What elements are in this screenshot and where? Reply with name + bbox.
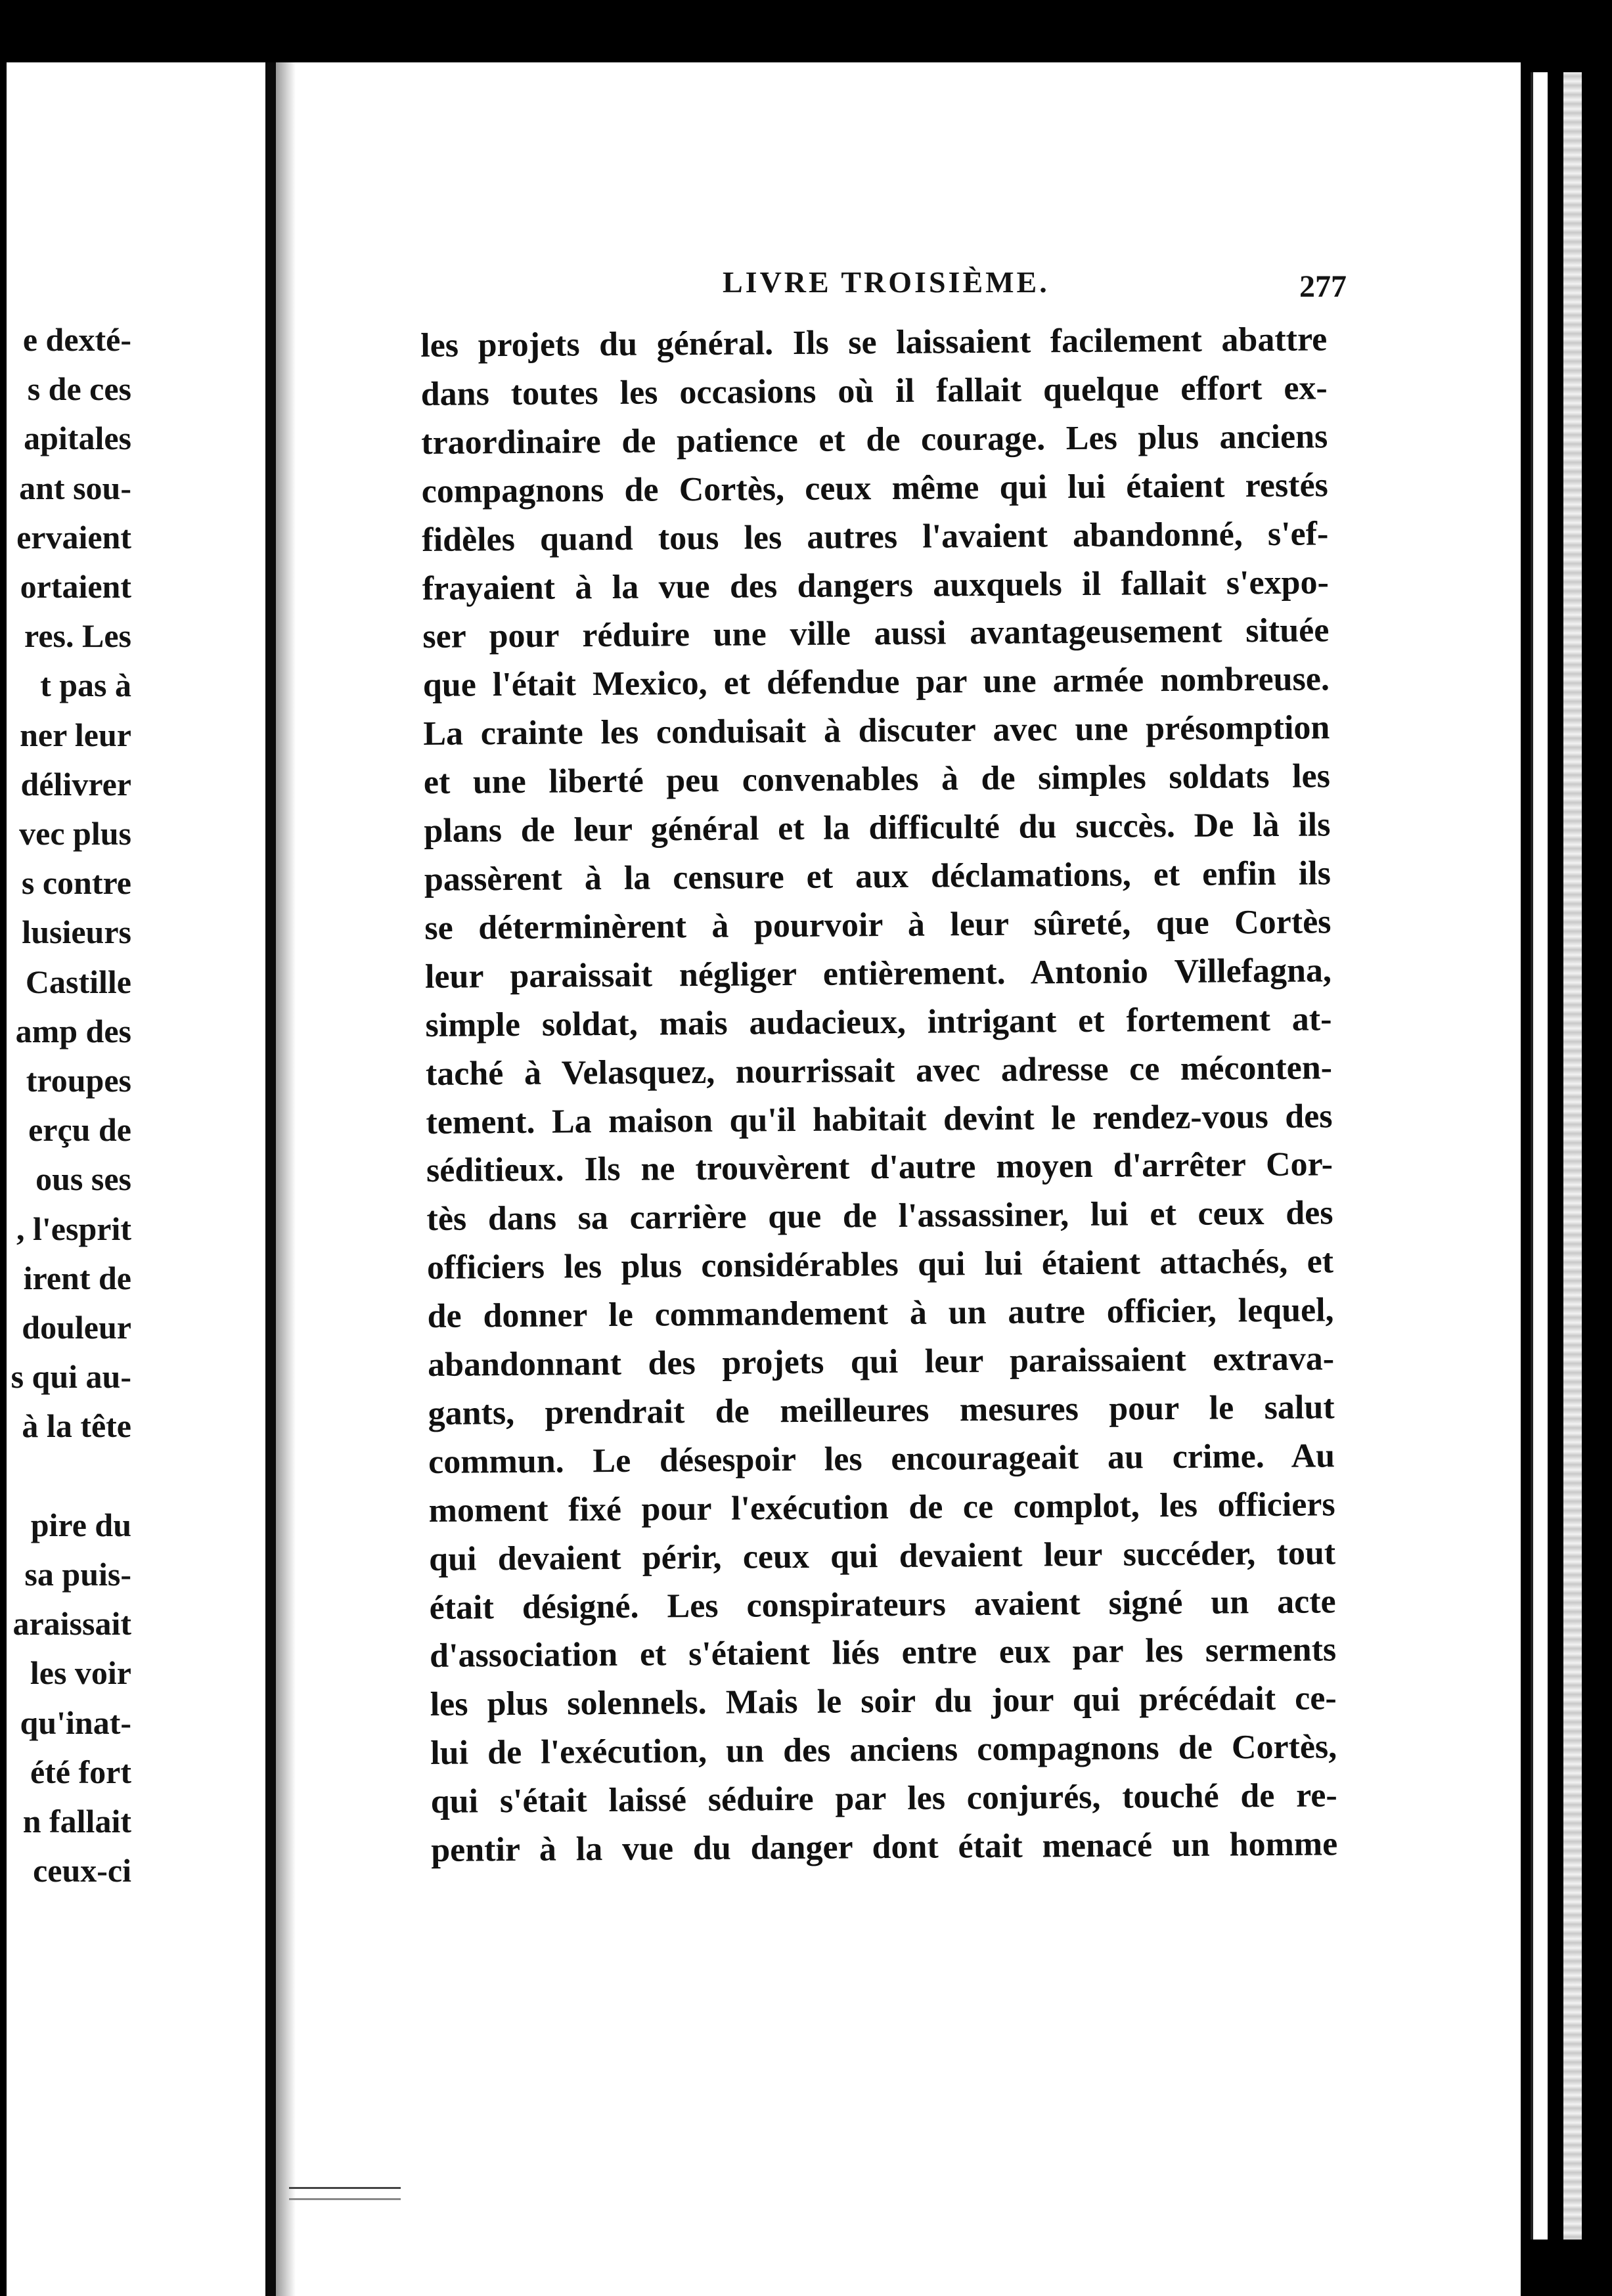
body-line: était désigné. Les conspirateurs avaient signé un acte xyxy=(429,1582,1336,1627)
body-line: officiers les plus considérables qui lui étaient attachés, et xyxy=(426,1243,1334,1287)
body-line: frayaient à la vue des dangers auxquels il fallait s'expo- xyxy=(422,563,1329,607)
gutter-shadow xyxy=(276,62,296,2296)
body-line: lui de l'exécution, un des anciens compagnons de Cortès, xyxy=(430,1728,1337,1773)
body-line: simple soldat, mais audacieux, intrigant et fortement at- xyxy=(425,1000,1332,1044)
page-fore-edge xyxy=(1531,72,1548,2240)
body-line: dans toutes les occasions où il fallait quelque effort ex- xyxy=(420,369,1328,413)
left-page-line: ous ses xyxy=(35,1160,131,1198)
body-line: La crainte les conduisait à discuter avec une présomption xyxy=(423,709,1330,753)
left-page-line: irent de xyxy=(23,1259,131,1296)
left-page-line: erçu de xyxy=(28,1111,131,1149)
left-page-line: res. Les xyxy=(24,617,131,655)
left-page-line: ervaient xyxy=(16,518,131,556)
body-line: abandonnant des projets qui leur paraissaient extrava- xyxy=(427,1340,1335,1384)
left-page-line: s contre xyxy=(21,864,131,902)
left-page-line: délivrer xyxy=(20,765,131,803)
left-page-line: troupes xyxy=(26,1062,131,1099)
left-page-line: s de ces xyxy=(27,370,131,408)
left-page-line: douleur xyxy=(22,1309,131,1346)
body-line: traordinaire de patience et de courage. Les plus anciens xyxy=(421,418,1328,462)
left-page-line: e dexté- xyxy=(22,321,131,358)
left-page-line: ner leur xyxy=(20,716,131,753)
left-page-line: t pas à xyxy=(40,667,131,704)
left-page-line: , l'esprit xyxy=(16,1210,131,1247)
left-page-line xyxy=(0,1451,131,1501)
left-page-line: araissait xyxy=(12,1605,131,1643)
left-page-line: vec plus xyxy=(19,815,131,852)
scan-top-border xyxy=(0,0,1612,62)
body-line: les plus solennels. Mais le soir du jour qui précédait ce- xyxy=(430,1679,1337,1724)
left-page-line: apitales xyxy=(24,420,131,457)
left-page-line: amp des xyxy=(15,1012,131,1049)
left-page-line: n fallait xyxy=(22,1803,131,1840)
body-line: se déterminèrent à pourvoir à leur sûreté, que Cortès xyxy=(424,903,1332,947)
left-page-line: les voir xyxy=(30,1654,131,1692)
left-page-line: lusieurs xyxy=(22,914,131,951)
book-gutter xyxy=(265,62,276,2296)
running-head xyxy=(434,265,1347,311)
stacked-page-edges xyxy=(1563,72,1582,2240)
left-page-line: s qui au- xyxy=(11,1358,131,1396)
body-line: d'association et s'étaient liés entre eux par les serments xyxy=(429,1631,1337,1675)
body-line: taché à Velasquez, nourrissait avec adresse ce méconten- xyxy=(425,1048,1333,1093)
body-line: fidèles quand tous les autres l'avaient abandonné, s'ef- xyxy=(422,514,1329,559)
running-head-title: LIVRE TROISIÈME. xyxy=(723,265,1050,299)
body-line: les projets du général. Ils se laissaient facilement abattre xyxy=(420,320,1328,364)
left-page-line: ortaient xyxy=(20,568,131,606)
body-line: gants, prendrait de meilleures mesures pour le salut xyxy=(428,1388,1335,1432)
body-line: que l'était Mexico, et défendue par une armée nombreuse. xyxy=(422,660,1330,705)
left-page-line: été fort xyxy=(30,1753,131,1790)
left-page-line: ant sou- xyxy=(19,469,131,506)
left-page-fragment xyxy=(0,315,131,1896)
body-line: tement. La maison qu'il habitait devint le rendez-vous des xyxy=(426,1097,1333,1141)
page-bottom-mark xyxy=(289,2187,401,2200)
body-line: et une liberté peu convenables à de simples soldats les xyxy=(423,757,1331,802)
left-page-line: pire du xyxy=(30,1506,131,1543)
page-number: 277 xyxy=(1299,269,1347,304)
body-line: ser pour réduire une ville aussi avantageusement située xyxy=(422,611,1330,656)
left-page-line: ceux-ci xyxy=(33,1852,131,1889)
body-line: commun. Le désespoir les encourageait au crime. Au xyxy=(428,1437,1335,1481)
body-line: leur paraissait négliger entièrement. Antonio Villefagna, xyxy=(424,952,1332,996)
body-line: passèrent à la censure et aux déclamations, et enfin ils xyxy=(424,854,1332,898)
body-line: tès dans sa carrière que de l'assassiner, lui et ceux des xyxy=(426,1194,1333,1239)
left-page-line: qu'inat- xyxy=(20,1704,131,1741)
left-page-line: sa puis- xyxy=(24,1556,131,1593)
left-page-line: Castille xyxy=(25,963,131,1000)
body-line: plans de leur général et la difficulté du succès. De là ils xyxy=(424,806,1331,850)
left-page-line: à la tête xyxy=(22,1407,131,1445)
body-line: qui devaient périr, ceux qui devaient leur succéder, tout xyxy=(428,1534,1336,1578)
body-line: pentir à la vue du danger dont était menacé un homme xyxy=(431,1825,1338,1870)
body-text xyxy=(420,315,1337,1875)
body-line: de donner le commandement à un autre officier, lequel, xyxy=(427,1291,1334,1336)
body-line: qui s'était laissé séduire par les conjurés, touché de re- xyxy=(430,1777,1337,1821)
body-line: séditieux. Ils ne trouvèrent d'autre moyen d'arrêter Cor- xyxy=(426,1145,1333,1190)
body-line: compagnons de Cortès, ceux même qui lui étaient restés xyxy=(421,466,1328,510)
body-line: moment fixé pour l'exécution de ce complot, les officiers xyxy=(428,1486,1335,1530)
